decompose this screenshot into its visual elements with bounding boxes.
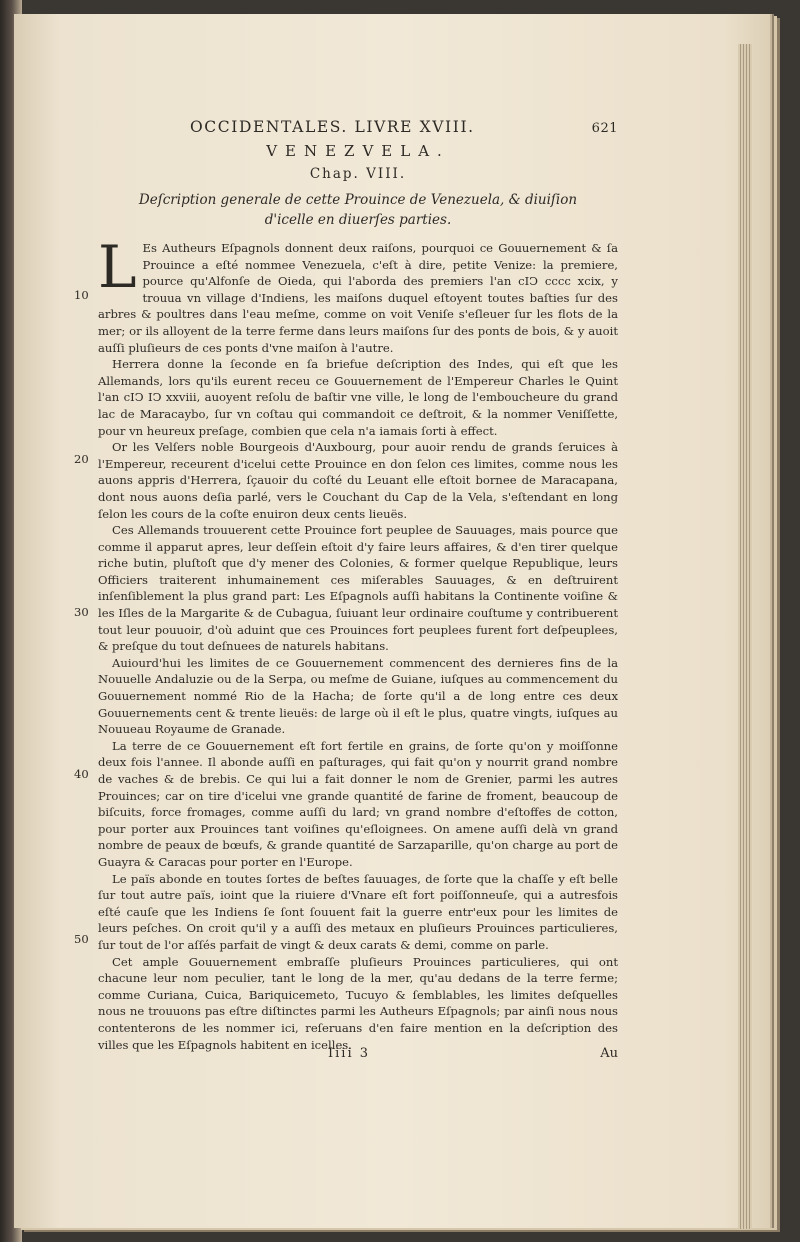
chapter-heading: Chap. VIII. [309,166,407,182]
page-footer [98,1046,618,1061]
paragraph: Or les Velſers noble Bourgeois d'Auxbourg, pour auoir rendu de grands ſeruices à l'Empereur, receurent d'icelui cette Prouince en don ſelon ces limites, comme nous les auons appris d'Herrera, ſçauoir du coſté du Leuant elle eſtoit bornee de Maracapana, dont nous auons deſia parlé, vers le Couchant du Cap de la Vela, s'eſtendant en long ſelon les cours de la coſte enuiron deux cents lieuës. [98,440,618,521]
paragraph: Auiourd'hui les limites de ce Gouuernement commencent des dernieres fins de la Nouuelle Andaluzie ou de la Serpa, ou meſme de Guiane, iuſques au commencement du Gouuernement nommé Rio de la Hacha; de ſorte qu'il a de long entre ces deux Gouuernements cent & trente lieuës: de large où il eſt le plus, quatre vingts, iuſques au Nouueau Royaume de Granade. [98,655,618,737]
line-number: 10 [74,288,89,302]
paragraph-text: Es Autheurs Eſpagnols donnent deux raiſons, pourquoi ce Gouuernement & ſa Prouince a eſté nommee Venezuela, c'eſt à dire, petite Venize: la premiere, pource qu'Alfonſe de Oieda, qui l'aborda des premiers l'an cIↃ cccc xcix, y trouua vn village d'Indiens, les maiſons duquel eſtoyent toutes baſties ſur des arbres & poultres dans l'eau meſme, comme on voit Veniſe s'eſleuer ſur les flots de la mer; or ils alloyent de la terre ferme dans leurs maiſons ſur des ponts de bois, & y auoit auſſi pluſieurs de ces ponts d'vne maiſon à l'autre. [98,241,618,355]
page-number: 621 [591,121,618,136]
running-head-title: OCCIDENTALES. LIVRE XVIII. [190,118,475,136]
line-number: 50 [74,932,89,946]
paragraph: La terre de ce Gouuernement eſt fort fertile en grains, de ſorte qu'on y moiſſonne deux fois l'annee. Il abonde auſſi en paſturages, qui fait qu'on y nourrit grand nombre de vaches & de brebis. Ce qui lui a fait donner le nom de Grenier, parmi les autres Prouinces; car on tire d'icelui vne grande quantité de farine de froment, beaucoup de biſcuits, force fromages, comme auſſi du lard; vn grand nombre d'eſtoffes de cotton, pour porter aux Prouinces tant voiſines qu'eſloignees. On amene auſſi delà vn grand nombre de peaux de bœufs, & grande quantité de Sarzaparille, qu'on charge au port de Guayra & Caracas pour porter en l'Europe. [98,738,618,869]
catchword: Au [600,1046,618,1061]
paragraph: Herrera donne la ſeconde en ſa briefue deſcription des Indes, qui eſt que les Allemands, lors qu'ils eurent receu ce Gouuernement de l'Empereur Charles le Quint l'an cIↃ IↃ xxviii, auoyent reſolu de baſtir vne ville, le long de l'emboucheure du grand lac de Maracaybo, ſur vn coſtau qui commandoit ce deſtroit, & la nommer Veniſſette, pour vn heureux preſage, combien que cela n'a iamais ſorti à effect. [98,357,618,438]
line-number: 20 [74,452,89,466]
page-edges [738,44,752,1229]
paragraph: Le païs abonde en toutes ſortes de beſtes ſauuages, de ſorte que la chaſſe y eſt belle ſur tout autre païs, ioint que la riuiere d'Vnare eſt fort poiſſonneuſe, qui a autresfois eſté cauſe que les Indiens ſe ſont ſouuent fait la guerre entr'eux pour les limites de leurs peſches. On croit qu'il y a auſſi des metaux en pluſieurs Prouinces particulieres, ſur tout de l'or aſſés parfait de vingt & deux carats & demi, comme on parle. [98,871,618,952]
drop-capital: L [98,233,137,301]
paragraph [98,233,618,356]
page-text-block [98,118,618,1053]
section-title: VENEZVELA. [266,142,450,160]
paragraph: Cet ample Gouuernement embraſſe pluſieurs Prouinces particulieres, qui ont chacune leur nom peculier, tant le long de la mer, qu'au dedans de la terre ferme; comme Curiana, Cuica, Bariquicemeto, Tucuyo & ſemblables, les limites deſquelles nous ne trouuons pas eſtre diſtinctes parmi les Autheurs Eſpagnols; par ainſi nous nous contenterons de les nommer ici, reſeruans d'en faire mention en la deſcription des villes que les Eſpagnols habitent en icelles. [98,954,618,1052]
paragraph: Ces Allemands trouuerent cette Prouince fort peuplee de Sauuages, mais pource que comme il apparut apres, leur deſſein eſtoit d'y faire leurs affaires, & d'en tirer quelque riche butin, pluſtoſt que d'y mener des Colonies, & former quelque Republique, leurs Officiers traiterent inhumainement ces miſerables Sauuages, & en deſtruirent inſenſiblement la plus grand part: Les Eſpagnols auſſi habitans la Continente voiſine & les Iſles de la Margarite & de Cubagua, ſuiuant leur ordinaire couſtume y contribuerent tout leur pouuoir, d'où aduint que ces Prouinces fort peuplees furent fort deſpeuplees, & preſque du tout deſnuees de naturels habitans. [98,523,618,654]
signature-mark: Iiii 3 [328,1046,371,1061]
line-number: 40 [74,767,89,781]
body-text [98,233,618,1053]
chapter-description: Deſcription generale de cette Prouince de Venezuela, & diuiſion d'icelle en diuerſes parties. [138,192,578,228]
line-number: 30 [74,605,89,619]
running-head [98,118,618,136]
